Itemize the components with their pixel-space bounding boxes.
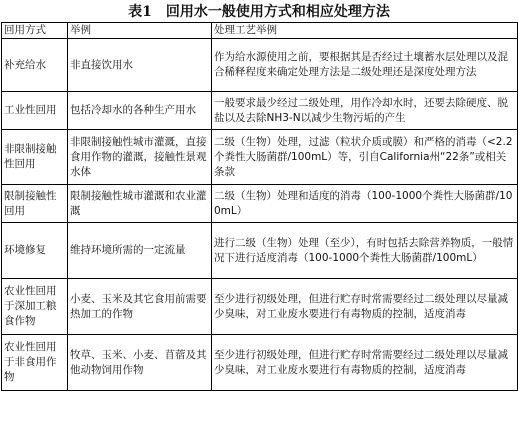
header-example: 举例 (68, 23, 212, 39)
cell-process: 二级（生物）处理和适度的消毒（100-1000个粪性大肠菌群/100mL） (212, 185, 518, 223)
cell-method: 限制接触性回用 (2, 185, 68, 223)
table-row (2, 223, 518, 279)
header-process: 处理工艺举例 (212, 23, 518, 39)
table-row (2, 279, 518, 335)
table-row (2, 130, 518, 185)
cell-example: 限制接触性城市灌溉和农业灌溉 (68, 185, 212, 223)
cell-process: 进行二级（生物）处理（至少），有时包括去除营养物质，一般情况下进行适度消毒（100-1000个粪性大肠菌群/100mL） (212, 223, 518, 279)
table-row (2, 185, 518, 223)
cell-example: 牧草、玉米、小麦、苜蓿及其他动物饲用作物 (68, 335, 212, 391)
cell-method: 农业性回用于深加工粮食作物 (2, 279, 68, 335)
table-title: 表1 回用水一般使用方式和相应处理方法 (128, 4, 390, 20)
cell-method: 非限制接触性回用 (2, 130, 68, 185)
table-row (2, 335, 518, 391)
cell-example: 维持环境所需的一定流量 (68, 223, 212, 279)
reuse-table (1, 22, 518, 391)
cell-process: 一般要求最少经过二级处理，用作冷却水时，还要去除硬度、脱盐以及去除NH3-N以减少生物污垢的产生 (212, 92, 518, 130)
cell-method: 环境修复 (2, 223, 68, 279)
cell-method: 补充给水 (2, 39, 68, 92)
header-method: 回用方式 (2, 23, 68, 39)
cell-process: 至少进行初级处理，但进行贮存时常需要经过二级处理以尽量减少臭味，对工业废水要进行有毒物质的控制，适度消毒 (212, 279, 518, 335)
cell-method: 工业性回用 (2, 92, 68, 130)
cell-example: 小麦、玉米及其它食用前需要热加工的作物 (68, 279, 212, 335)
cell-example: 包括冷却水的各种生产用水 (68, 92, 212, 130)
cell-example: 非直接饮用水 (68, 39, 212, 92)
cell-process: 至少进行初级处理，但进行贮存时常需要经过二级处理以尽量减少臭味，对工业废水要进行有毒物质的控制，适度消毒 (212, 335, 518, 391)
table-row (2, 92, 518, 130)
cell-method: 农业性回用于非食用作物 (2, 335, 68, 391)
table-header-row (2, 23, 518, 39)
cell-process: 作为给水源使用之前，要根据其是否经过土壤蓄水层处理以及混合稀释程度来确定处理方法是二级处理还是深度处理方法 (212, 39, 518, 92)
cell-example: 非限制接触性城市灌溉，直接食用作物的灌溉，接触性景观水体 (68, 130, 212, 185)
cell-process: 二级（生物）处理，过滤（粒状介质或膜）和严格的消毒（<2.2个粪性大肠菌群/100mL）等，引自California州“22条”或相关条款 (212, 130, 518, 185)
table-row (2, 39, 518, 92)
